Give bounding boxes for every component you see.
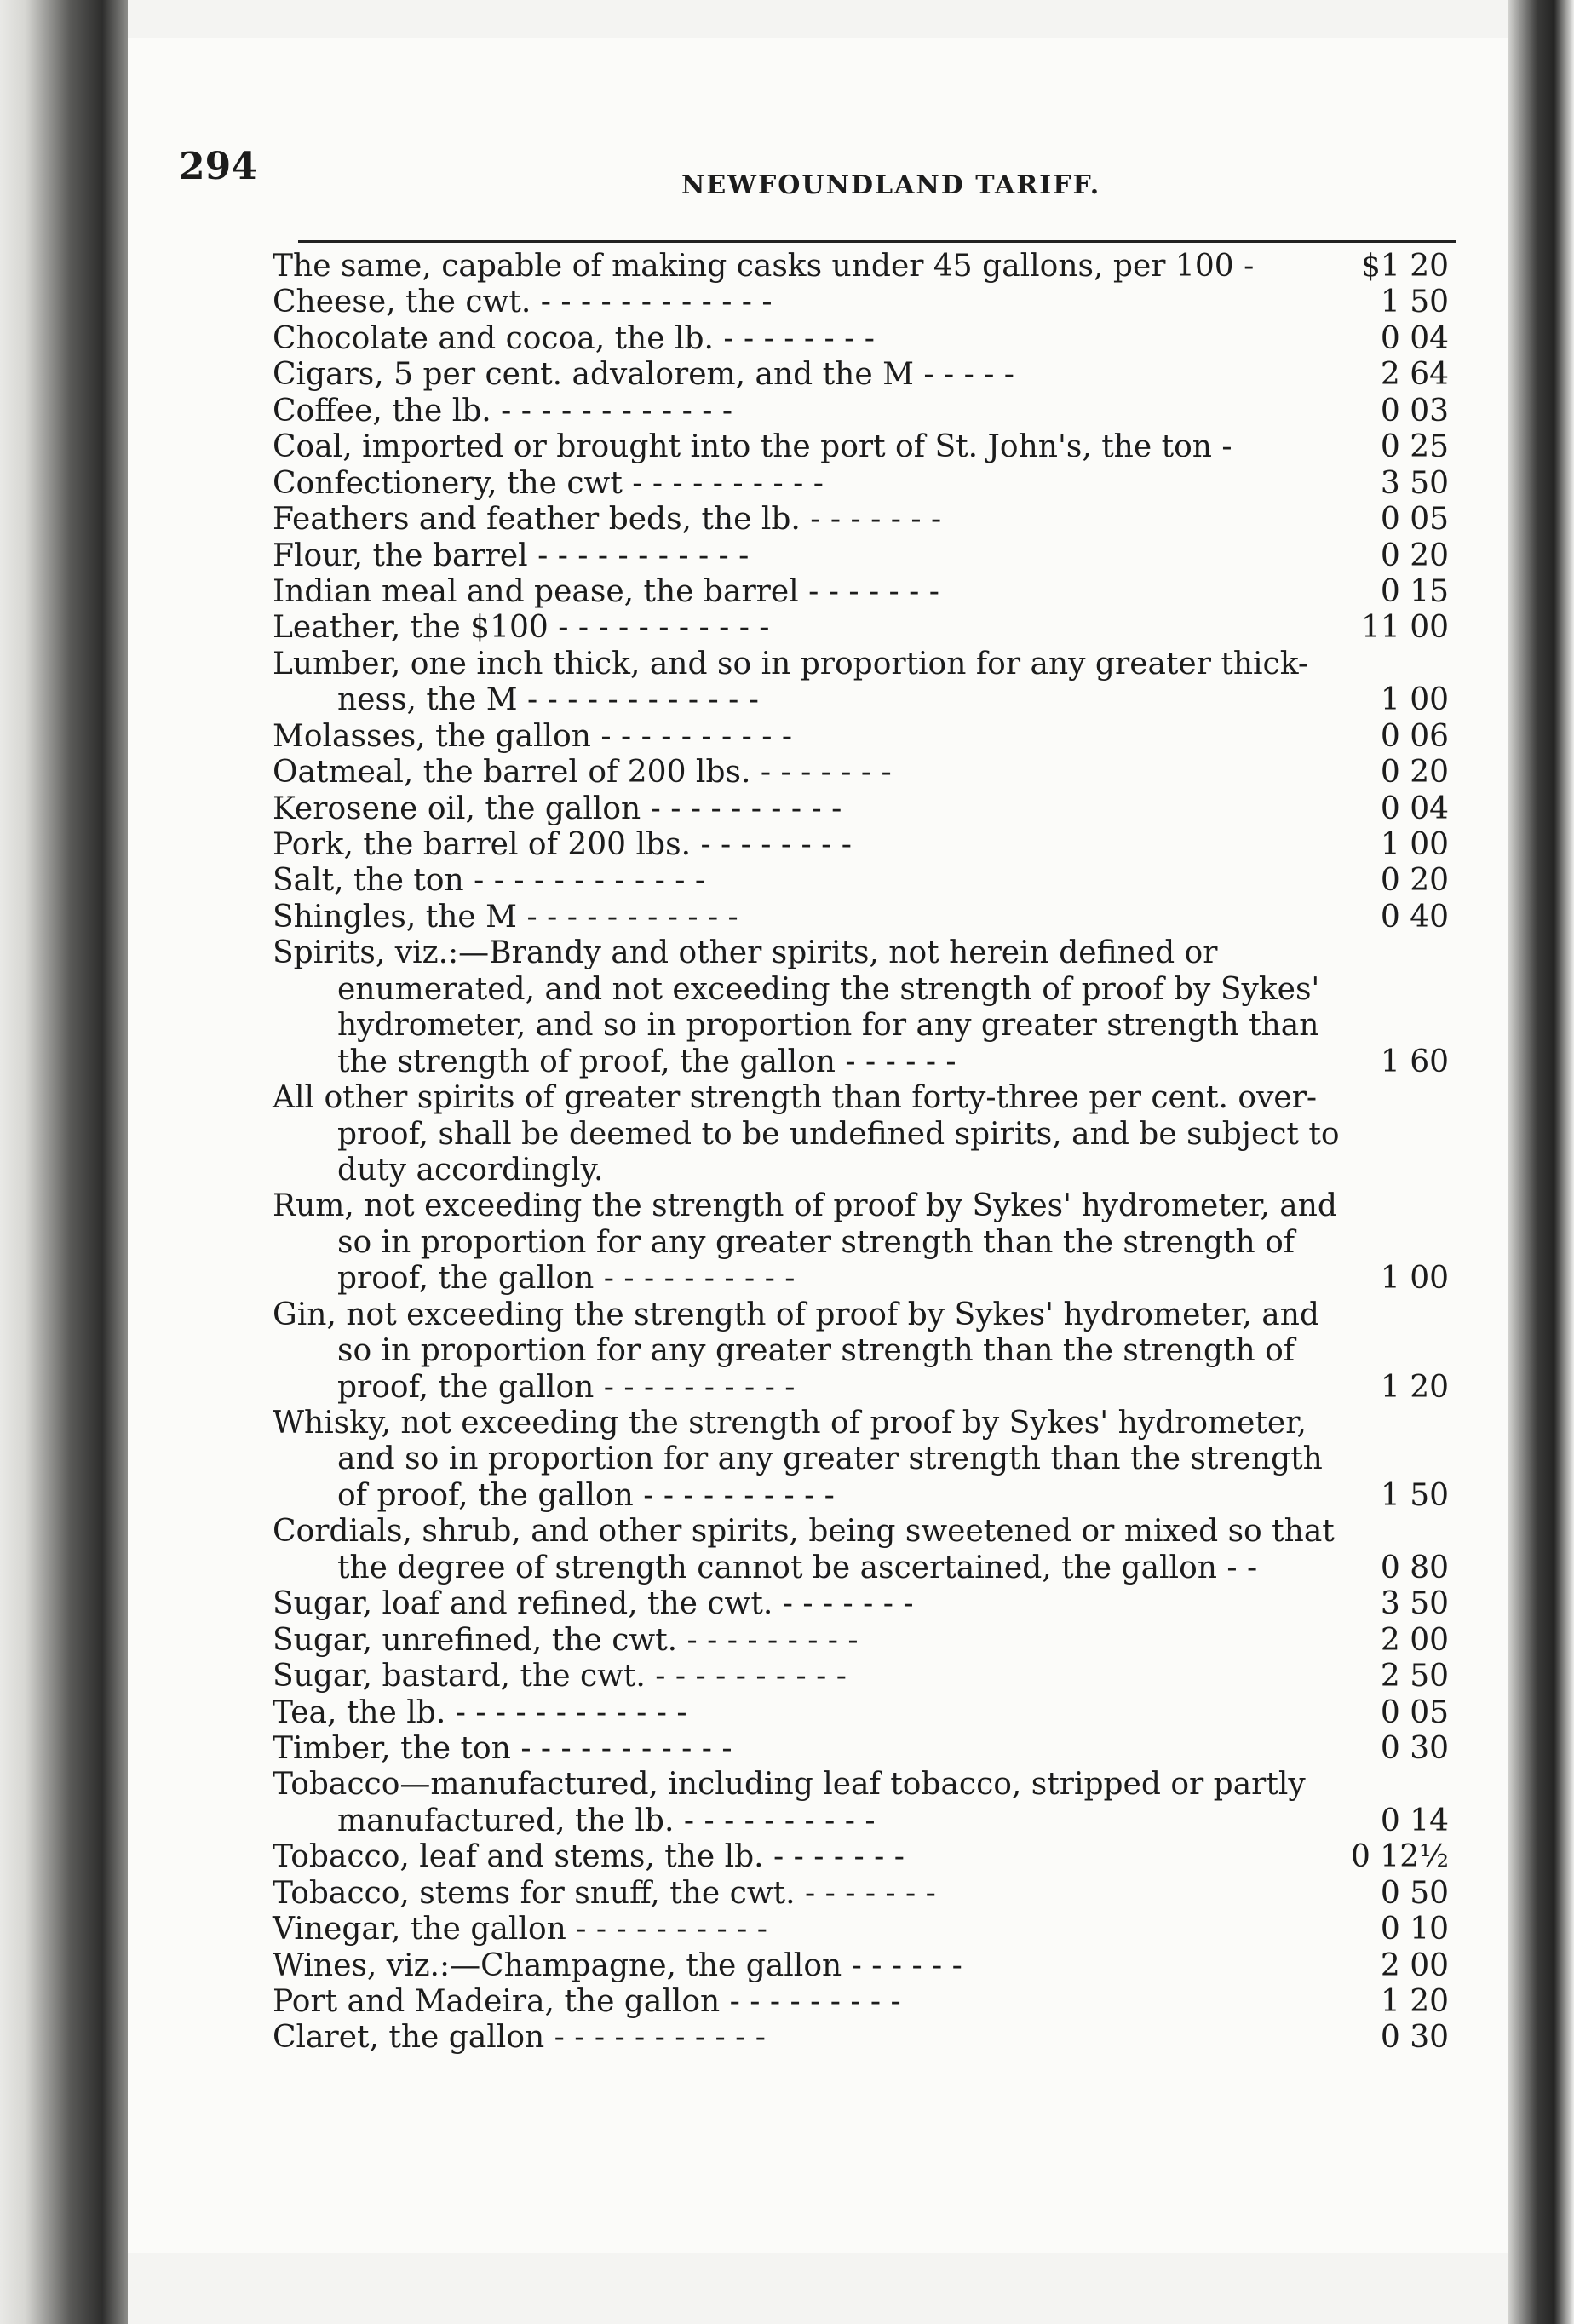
tariff-rate: 2 00	[1380, 1622, 1449, 1658]
tariff-item-text: Feathers and feather beds, the lb. - - - - - - -	[273, 502, 942, 538]
tariff-rate: 0 30	[1380, 1730, 1449, 1766]
tariff-item-text: Shingles, the M - - - - - - - - - - -	[273, 899, 738, 935]
tariff-rate: 0 15	[1380, 573, 1449, 609]
tariff-rate: 2 00	[1380, 1947, 1449, 1983]
tariff-row	[273, 755, 1448, 791]
tariff-row	[273, 1514, 1448, 1550]
facing-page-edge	[1508, 0, 1574, 2324]
tariff-item-text: Chocolate and cocoa, the lb. - - - - - - - -	[273, 320, 875, 356]
tariff-item-text: enumerated, and not exceeding the strength of proof by Sykes'	[337, 971, 1320, 1007]
tariff-row	[273, 321, 1448, 357]
tariff-item-text: ness, the M - - - - - - - - - - - -	[337, 682, 759, 718]
tariff-item-text: Sugar, loaf and refined, the cwt. - - - - - - -	[273, 1586, 914, 1622]
tariff-item-text: Indian meal and pease, the barrel - - - - - - -	[273, 573, 939, 609]
tariff-row	[273, 502, 1448, 538]
tariff-item-text: The same, capable of making casks under 45 gallons, per 100 -	[273, 249, 1255, 284]
tariff-item-text: Rum, not exceeding the strength of proof by Sykes' hydrometer, and	[273, 1188, 1337, 1224]
tariff-rate: 0 40	[1380, 899, 1449, 935]
tariff-rate: 0 06	[1380, 718, 1449, 754]
tariff-item-text: Leather, the $100 - - - - - - - - - - -	[273, 610, 770, 646]
tariff-item-text: Cigars, 5 per cent. advalorem, and the M - - - - -	[273, 357, 1014, 393]
tariff-rate: 0 14	[1380, 1803, 1449, 1838]
tariff-row	[273, 1803, 1448, 1839]
tariff-rate: $1 20	[1360, 249, 1449, 284]
tariff-row	[273, 827, 1448, 863]
tariff-item-text: proof, shall be deemed to be undefined spirits, and be subject to	[337, 1116, 1340, 1152]
tariff-row	[273, 285, 1448, 320]
tariff-item-text: proof, the gallon - - - - - - - - - -	[337, 1261, 796, 1297]
tariff-item-text: Tobacco—manufactured, including leaf tobacco, stripped or partly	[273, 1767, 1306, 1803]
tariff-item-text: Wines, viz.:—Champagne, the gallon - - - - - -	[273, 1947, 962, 1983]
tariff-rate: 0 80	[1380, 1550, 1449, 1585]
tariff-item-text: Pork, the barrel of 200 lbs. - - - - - - - -	[273, 827, 852, 862]
tariff-row	[273, 394, 1448, 429]
tariff-row	[273, 1478, 1448, 1514]
tariff-item-text: so in proportion for any greater strength than the strength of	[337, 1333, 1295, 1369]
tariff-rate: 1 20	[1380, 1369, 1449, 1405]
header-rule	[298, 240, 1456, 243]
tariff-rate: 0 25	[1380, 429, 1449, 465]
tariff-row	[273, 610, 1448, 646]
tariff-row	[273, 1984, 1448, 2020]
tariff-rate: 0 20	[1380, 755, 1449, 791]
tariff-rate: 3 50	[1380, 465, 1449, 501]
tariff-item-text: and so in proportion for any greater strength than the strength	[337, 1441, 1323, 1477]
tariff-rate: 1 50	[1380, 1477, 1449, 1513]
tariff-row	[273, 574, 1448, 610]
tariff-row	[273, 1623, 1448, 1659]
tariff-row	[273, 791, 1448, 827]
tariff-rate: 1 20	[1380, 1984, 1449, 2019]
tariff-item-text: Cordials, shrub, and other spirits, being sweetened or mixed so that	[273, 1514, 1335, 1550]
tariff-rate: 1 60	[1380, 1044, 1449, 1079]
tariff-row	[273, 1261, 1448, 1297]
tariff-row	[273, 1297, 1448, 1333]
tariff-row	[273, 1659, 1448, 1694]
tariff-rate: 1 00	[1380, 682, 1449, 718]
tariff-item-text: the degree of strength cannot be ascertained, the gallon - -	[337, 1550, 1258, 1585]
tariff-item-text: Kerosene oil, the gallon - - - - - - - - - -	[273, 791, 842, 826]
tariff-item-text: so in proportion for any greater strength than the strength of	[337, 1224, 1295, 1260]
tariff-item-text: All other spirits of greater strength than forty-three per cent. over-	[273, 1080, 1318, 1116]
tariff-row	[273, 972, 1448, 1008]
tariff-rate: 1 00	[1380, 827, 1449, 862]
tariff-row	[273, 429, 1448, 465]
tariff-item-text: the strength of proof, the gallon - - - - - -	[337, 1044, 956, 1079]
tariff-row	[273, 1948, 1448, 1984]
tariff-rate: 0 03	[1380, 393, 1449, 429]
tariff-row	[273, 682, 1448, 718]
tariff-rate: 0 04	[1380, 791, 1449, 826]
tariff-rate: 0 10	[1380, 1912, 1449, 1947]
tariff-row	[273, 1333, 1448, 1369]
tariff-row	[273, 1117, 1448, 1153]
tariff-row	[273, 357, 1448, 393]
tariff-rate: 0 04	[1380, 320, 1449, 356]
tariff-row	[273, 2020, 1448, 2056]
tariff-item-text: of proof, the gallon - - - - - - - - - -	[337, 1477, 835, 1513]
tariff-row	[273, 719, 1448, 755]
tariff-rate: 3 50	[1380, 1586, 1449, 1622]
tariff-item-text: proof, the gallon - - - - - - - - - -	[337, 1369, 796, 1405]
tariff-item-text: Timber, the ton - - - - - - - - - - -	[273, 1730, 732, 1766]
running-head: NEWFOUNDLAND TARIFF.	[681, 170, 1101, 200]
tariff-row	[273, 1767, 1448, 1803]
tariff-item-text: Spirits, viz.:—Brandy and other spirits, not herein defined or	[273, 935, 1218, 971]
tariff-item-text: Vinegar, the gallon - - - - - - - - - -	[273, 1912, 767, 1947]
tariff-item-text: Cheese, the cwt. - - - - - - - - - - - -	[273, 285, 773, 320]
tariff-item-text: Lumber, one inch thick, and so in proportion for any greater thick-	[273, 646, 1309, 682]
tariff-item-text: Gin, not exceeding the strength of proof by Sykes' hydrometer, and	[273, 1297, 1319, 1332]
tariff-item-text: Claret, the gallon - - - - - - - - - - -	[273, 2020, 766, 2056]
tariff-row	[273, 1008, 1448, 1044]
tariff-item-text: manufactured, the lb. - - - - - - - - - -	[337, 1803, 876, 1838]
tariff-rate: 0 05	[1380, 502, 1449, 538]
tariff-item-text: Tea, the lb. - - - - - - - - - - - -	[273, 1694, 687, 1730]
tariff-item-text: Sugar, unrefined, the cwt. - - - - - - - - -	[273, 1622, 859, 1658]
tariff-row	[273, 1441, 1448, 1477]
tariff-item-text: Confectionery, the cwt - - - - - - - - - -	[273, 465, 824, 501]
tariff-item-text: Salt, the ton - - - - - - - - - - - -	[273, 863, 706, 899]
tariff-item-text: Sugar, bastard, the cwt. - - - - - - - - - -	[273, 1659, 847, 1694]
tariff-row	[273, 863, 1448, 899]
tariff-rate: 0 50	[1380, 1875, 1449, 1911]
tariff-row	[273, 1370, 1448, 1406]
page-number: 294	[179, 145, 257, 188]
tariff-rate: 2 64	[1380, 357, 1449, 393]
tariff-row	[273, 1188, 1448, 1224]
tariff-row	[273, 466, 1448, 502]
tariff-rate: 1 00	[1380, 1261, 1449, 1297]
tariff-item-text: Coal, imported or brought into the port of St. John's, the ton -	[273, 429, 1232, 465]
tariff-item-text: Coffee, the lb. - - - - - - - - - - - -	[273, 393, 732, 429]
tariff-row	[273, 1876, 1448, 1912]
tariff-row	[273, 1839, 1448, 1875]
tariff-row	[273, 1406, 1448, 1441]
tariff-rate: 0 20	[1380, 538, 1449, 573]
tariff-row	[273, 935, 1448, 971]
tariff-item-text: hydrometer, and so in proportion for any greater strength than	[337, 1008, 1319, 1044]
tariff-rate: 0 05	[1380, 1694, 1449, 1730]
tariff-rate: 1 50	[1380, 285, 1449, 320]
tariff-item-text: Port and Madeira, the gallon - - - - - - - - -	[273, 1984, 901, 2019]
tariff-row	[273, 1153, 1448, 1188]
tariff-rate: 2 50	[1380, 1659, 1449, 1694]
tariff-rate: 11 00	[1360, 610, 1449, 646]
tariff-list	[273, 249, 1448, 2057]
tariff-item-text: duty accordingly.	[337, 1152, 604, 1188]
tariff-row	[273, 538, 1448, 574]
tariff-item-text: Tobacco, leaf and stems, the lb. - - - - - - -	[273, 1839, 905, 1875]
tariff-row	[273, 1695, 1448, 1731]
tariff-row	[273, 1225, 1448, 1261]
tariff-item-text: Flour, the barrel - - - - - - - - - - -	[273, 538, 750, 573]
tariff-row	[273, 1912, 1448, 1947]
tariff-rate: 0 12½	[1350, 1839, 1449, 1875]
book-binding-edge	[0, 0, 128, 2324]
tariff-rate: 0 30	[1380, 2020, 1449, 2056]
tariff-row	[273, 1080, 1448, 1116]
tariff-rate: 0 20	[1380, 863, 1449, 899]
tariff-row	[273, 1044, 1448, 1080]
tariff-row	[273, 1731, 1448, 1767]
tariff-row	[273, 900, 1448, 935]
tariff-row	[273, 249, 1448, 285]
tariff-item-text: Tobacco, stems for snuff, the cwt. - - - - - - -	[273, 1875, 936, 1911]
tariff-item-text: Oatmeal, the barrel of 200 lbs. - - - - - - -	[273, 755, 892, 791]
tariff-row	[273, 647, 1448, 682]
tariff-item-text: Molasses, the gallon - - - - - - - - - -	[273, 718, 792, 754]
tariff-row	[273, 1586, 1448, 1622]
tariff-row	[273, 1550, 1448, 1586]
tariff-item-text: Whisky, not exceeding the strength of proof by Sykes' hydrometer,	[273, 1406, 1307, 1441]
